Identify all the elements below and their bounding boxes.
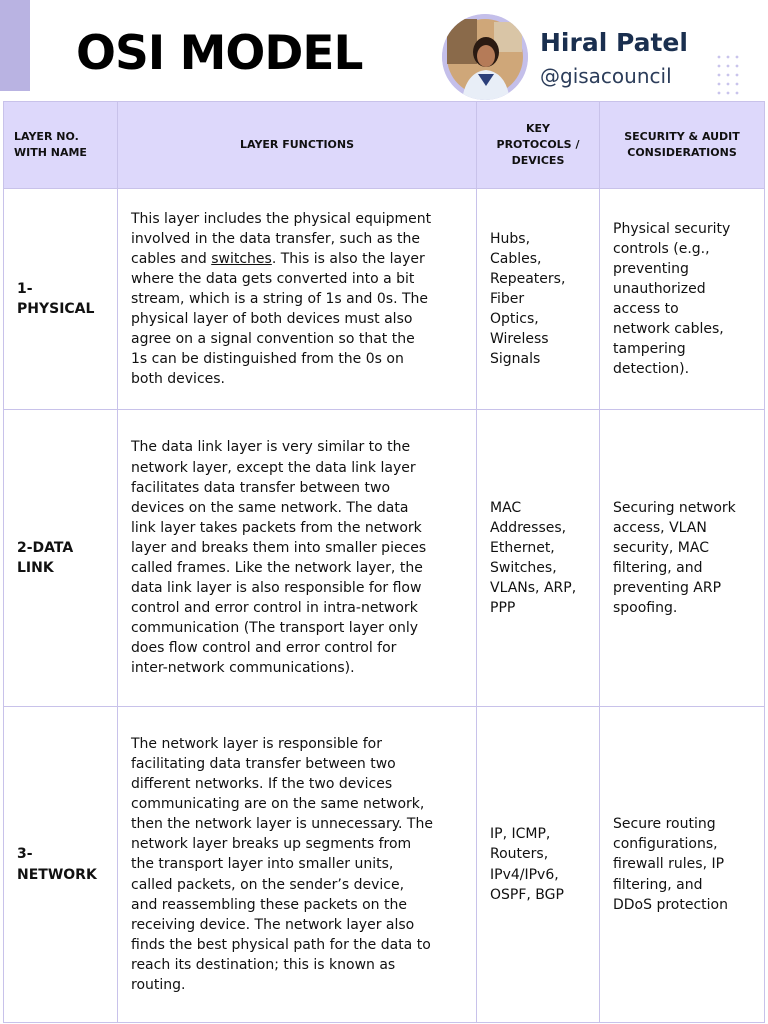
header-line: KEY	[525, 122, 550, 135]
header-line: DEVICES	[511, 154, 565, 167]
header-layer-functions	[118, 102, 477, 189]
function-line: link layer takes packets from the network	[131, 519, 422, 536]
layer-name-line: NETWORK	[17, 866, 97, 883]
protocol-line: Addresses,	[490, 519, 567, 536]
function-line: communication (The transport layer only	[131, 620, 418, 637]
protocol-line: OSPF, BGP	[490, 886, 564, 903]
function-line: inter-network communications).	[131, 660, 355, 677]
function-line-segment: cables and	[131, 250, 212, 267]
function-line: layer and breaks them into smaller pieces	[131, 539, 427, 556]
protocol-line: Ethernet,	[490, 539, 555, 556]
function-line: data link layer is also responsible for flow	[131, 580, 422, 597]
decorative-dots	[716, 54, 740, 98]
security-line: access to	[613, 301, 679, 317]
function-line: stream, which is a string of 1s and 0s. The	[131, 290, 429, 307]
layer-name-cell	[4, 410, 118, 707]
security-line: unauthorized	[613, 280, 706, 297]
function-line: network layer breaks up segments from	[131, 836, 412, 853]
protocol-line: Signals	[490, 351, 541, 368]
function-line: both devices.	[131, 371, 225, 388]
security-line: network cables,	[613, 321, 724, 338]
header-line: WITH NAME	[14, 146, 87, 159]
author-handle: @gisacouncil	[540, 64, 672, 88]
layer-name-line: 3-	[17, 846, 33, 863]
security-line: detection).	[613, 361, 690, 378]
header-line: SECURITY & AUDIT	[624, 130, 740, 143]
function-line: control and error control in intra-network	[131, 600, 418, 617]
protocol-line: PPP	[490, 600, 516, 617]
layer-name-line: LINK	[17, 560, 54, 576]
table-header-row	[4, 102, 765, 189]
security-line: Physical security	[613, 220, 731, 237]
header-line: LAYER NO.	[14, 130, 79, 143]
table-row-data-link	[4, 410, 765, 707]
switches-link[interactable]: switches	[211, 250, 272, 267]
security-line: preventing	[613, 260, 689, 277]
protocol-line: Routers,	[490, 846, 549, 863]
function-line: reach its destination; this is known as	[131, 956, 396, 973]
header-line: LAYER FUNCTIONS	[239, 138, 355, 151]
protocol-line: Hubs,	[490, 230, 531, 247]
header-line: CONSIDERATIONS	[627, 146, 737, 159]
function-line	[131, 249, 463, 269]
author-name: Hiral Patel	[540, 28, 688, 57]
function-line: finds the best physical path for the data to	[131, 936, 431, 953]
protocol-line: Cables,	[490, 250, 542, 267]
protocol-line: Wireless	[490, 331, 549, 348]
header-line: PROTOCOLS /	[496, 138, 580, 151]
function-line: routing.	[131, 977, 186, 994]
layer-name-cell	[4, 707, 118, 1023]
author-avatar	[442, 14, 528, 100]
function-line: This layer includes the physical equipment	[131, 210, 432, 227]
security-cell	[600, 707, 765, 1023]
function-line: different networks. If the two devices	[131, 776, 393, 793]
protocol-line: Repeaters,	[490, 270, 566, 287]
layer-name-line: 1-	[17, 280, 33, 297]
security-line: configurations,	[613, 836, 718, 853]
protocols-cell	[477, 410, 600, 707]
protocol-line: IPv4/IPv6,	[490, 866, 559, 883]
function-line: does flow control and error control for	[131, 640, 397, 657]
function-line: physical layer of both devices must also	[131, 311, 413, 328]
function-line: and reassembling these packets on the	[131, 896, 407, 913]
page-title: OSI MODEL	[76, 26, 363, 81]
security-line: filtering, and	[613, 876, 703, 893]
table-row-network	[4, 707, 765, 1023]
protocol-line: VLANs, ARP,	[490, 580, 577, 597]
function-line-segment: . This is also the layer	[271, 250, 425, 267]
layer-functions-cell	[118, 189, 477, 410]
function-line: called frames. Like the network layer, the	[131, 560, 423, 576]
osi-table	[3, 101, 765, 1023]
protocol-line: Switches,	[490, 560, 557, 576]
security-line: Secure routing	[613, 816, 716, 833]
protocols-cell	[477, 707, 600, 1023]
protocol-line: IP, ICMP,	[490, 826, 551, 843]
protocol-line: MAC	[490, 499, 522, 516]
security-line: security, MAC	[613, 539, 709, 556]
protocol-line: Optics,	[490, 311, 539, 328]
protocol-line: Fiber	[490, 290, 525, 307]
function-line: facilitating data transfer between two	[131, 755, 396, 772]
security-cell	[600, 410, 765, 707]
header-security-audit	[600, 102, 765, 189]
function-line: the transport layer into smaller units,	[131, 856, 394, 873]
header-key-protocols	[477, 102, 600, 189]
function-line: then the network layer is unnecessary. The	[131, 816, 433, 833]
accent-bar	[0, 0, 30, 91]
layer-name-cell	[4, 189, 118, 410]
function-line: devices on the same network. The data	[131, 499, 409, 516]
security-line: DDoS protection	[613, 896, 728, 913]
layer-functions-cell	[118, 410, 477, 707]
security-line: access, VLAN	[613, 519, 707, 536]
function-line: facilitates data transfer between two	[131, 479, 391, 496]
function-line: network layer, except the data link layer	[131, 459, 416, 476]
protocols-cell	[477, 189, 600, 410]
security-line: spoofing.	[613, 600, 678, 617]
function-line: receiving device. The network layer also	[131, 916, 415, 933]
table-row-physical	[4, 189, 765, 410]
function-line: The data link layer is very similar to the	[131, 439, 411, 456]
layer-name-line: PHYSICAL	[17, 301, 95, 317]
security-line: firewall rules, IP	[613, 856, 725, 873]
layer-functions-cell	[118, 707, 477, 1023]
function-line: involved in the data transfer, such as the	[131, 230, 421, 247]
security-cell	[600, 189, 765, 410]
function-line: communicating are on the same network,	[131, 796, 425, 813]
security-line: controls (e.g.,	[613, 240, 710, 257]
layer-name-line: 2-DATA	[17, 539, 74, 556]
security-line: tampering	[613, 341, 686, 358]
function-line: called packets, on the sender’s device,	[131, 876, 405, 893]
avatar-photo	[442, 14, 528, 100]
header-layer-name	[4, 102, 118, 189]
function-line: 1s can be distinguished from the 0s on	[131, 351, 404, 368]
security-line: filtering, and	[613, 560, 703, 576]
function-line: agree on a signal convention so that the	[131, 331, 415, 348]
security-line: Securing network	[613, 499, 736, 516]
security-line: preventing ARP	[613, 580, 722, 597]
function-line: The network layer is responsible for	[131, 735, 382, 752]
function-line: where the data gets converted into a bit	[131, 270, 415, 287]
